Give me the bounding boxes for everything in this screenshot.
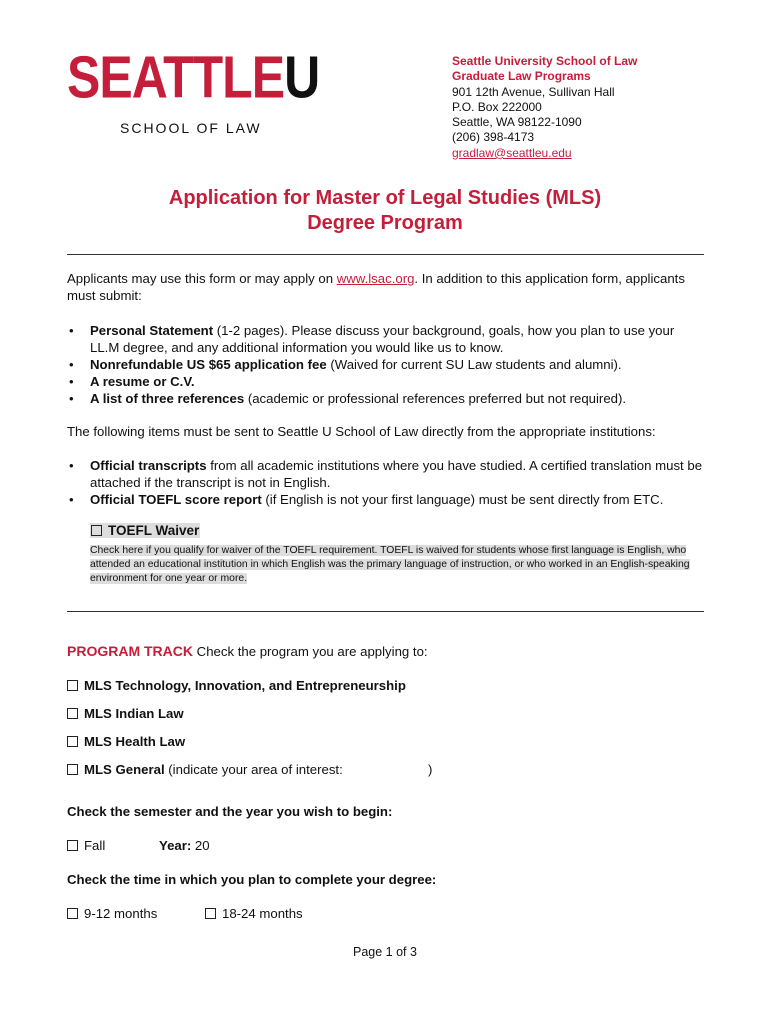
logo-seattle: SEATTLE [67,44,285,111]
list-item: • Official transcripts from all academic institutions where you have studied. A certified translation must be attached if the transcript is not in English. [67,457,707,491]
list-item: • A list of three references (academic or professional references preferred but not required). [67,390,707,407]
toefl-waiver [90,522,700,586]
intro-text-1: Applicants may use this form or may apply on [67,271,337,286]
duration-option-18-24[interactable]: 18-24 months [205,906,303,921]
checkbox-icon[interactable] [67,840,78,851]
divider-middle [67,611,704,612]
direct-intro: The following items must be sent to Seattle U School of Law directly from the appropriate institutions: [67,424,656,439]
intro-paragraph [67,270,707,304]
address-phone: (206) 398-4173 [452,130,535,145]
lsac-link[interactable]: www.lsac.org [336,271,415,286]
page-title [0,186,770,236]
address-block [452,54,637,161]
track-option-indian-law[interactable]: MLS Indian Law [67,706,184,721]
list-item: • Official TOEFL score report (if English is not your first language) must be sent directly from ETC. [67,491,707,508]
checkbox-icon[interactable] [67,764,78,775]
direct-items-list [67,457,707,508]
address-email-link[interactable]: gradlaw@seattleu.edu [452,145,572,160]
checkbox-icon[interactable] [67,680,78,691]
intro-text-2: . In addition to this application form, applicants must submit: [67,271,685,303]
toefl-waiver-text: Check here if you qualify for waiver of the TOEFL requirement. TOEFL is waived for students whose first language is English, who attended an educational institution in which English was the primary language of instruction, or who worked in an English-speaking environment for one year or more. [90,545,690,584]
track-option-general[interactable]: MLS General (indicate your area of interest: [67,762,343,777]
address-school: Seattle University School of Law [452,54,638,68]
checkbox-icon[interactable] [205,908,216,919]
semester-fall-option[interactable]: Fall [67,838,105,853]
address-pobox: P.O. Box 222000 [452,99,542,114]
checkbox-icon[interactable] [67,708,78,719]
requirements-list [67,322,707,407]
list-item: • A resume or C.V. [67,373,707,390]
logo-subtitle: SCHOOL OF LAW [120,120,262,136]
list-item: • Personal Statement (1-2 pages). Please discuss your background, goals, how you plan to use your LL.M degree, and any additional information you would like us to know. [67,322,707,356]
page-number: Page 1 of 3 [353,945,417,959]
address-program: Graduate Law Programs [452,69,591,84]
year-field[interactable]: Year: 20 [159,838,210,853]
semester-question: Check the semester and the year you wish to begin: [67,804,393,819]
interest-close-paren: ) [428,762,433,777]
duration-question: Check the time in which you plan to complete your degree: [67,872,437,887]
logo-u: U [284,44,320,111]
address-city: Seattle, WA 98122-1090 [452,115,582,130]
track-option-health-law[interactable]: MLS Health Law [67,734,185,749]
divider-top [67,254,704,255]
address-street: 901 12th Avenue, Sullivan Hall [452,84,615,99]
checkbox-icon[interactable] [67,908,78,919]
list-item: • Nonrefundable US $65 application fee (Waived for current SU Law students and alumni). [67,356,707,373]
checkbox-icon[interactable] [91,525,102,536]
logo [67,44,320,111]
track-option-tech[interactable]: MLS Technology, Innovation, and Entrepreneurship [67,678,406,693]
program-track-heading: PROGRAM TRACK Check the program you are applying to: [67,643,428,659]
title-line-2: Degree Program [307,212,463,234]
title-line-1: Application for Master of Legal Studies (MLS) [168,187,602,209]
duration-option-9-12[interactable]: 9-12 months [67,906,157,921]
checkbox-icon[interactable] [67,736,78,747]
toefl-waiver-checkbox[interactable]: TOEFL Waiver [90,523,200,538]
